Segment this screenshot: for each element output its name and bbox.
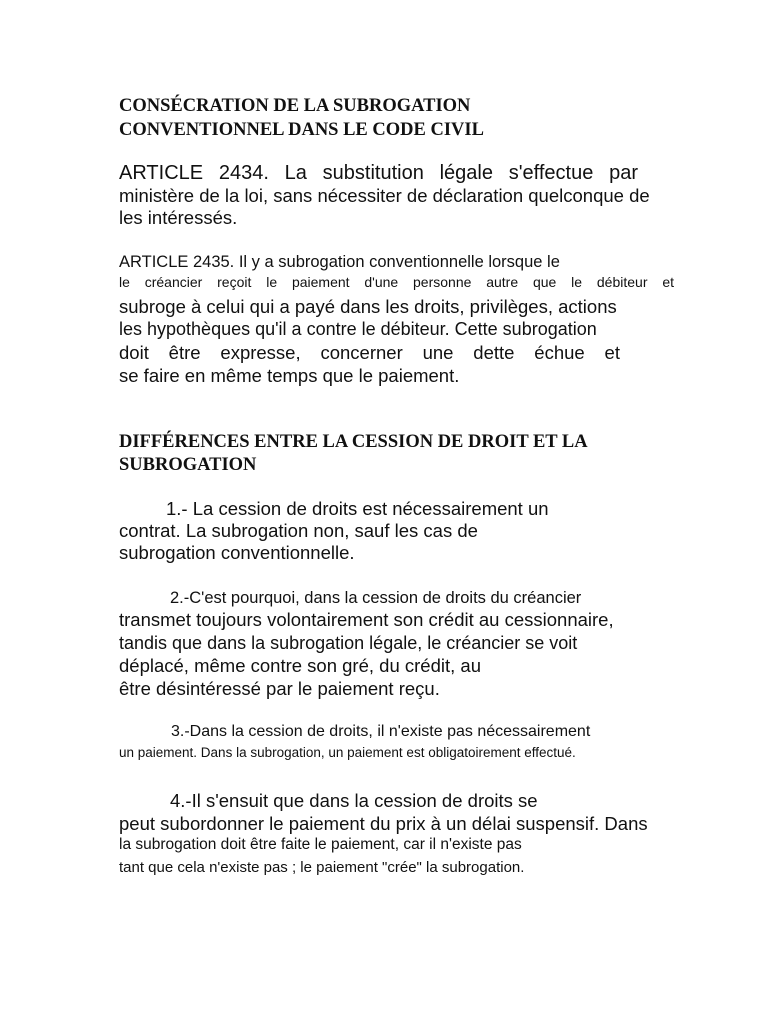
point-3-line: un paiement. Dans la subrogation, un paiement est obligatoirement effectué.	[119, 745, 576, 760]
article-2435-line: ARTICLE 2435. Il y a subrogation conventionnelle lorsque le	[119, 253, 560, 271]
point-2-line: être désintéressé par le paiement reçu.	[119, 678, 440, 699]
point-3-line: 3.-Dans la cession de droits, il n'existe pas nécessairement	[171, 723, 591, 740]
point-1-line: contrat. La subrogation non, sauf les cas de	[119, 520, 478, 541]
point-4-line: tant que cela n'existe pas ; le paiement "crée" la subrogation.	[119, 859, 525, 876]
article-2434-line: ministère de la loi, sans nécessiter de déclaration quelconque de	[119, 185, 650, 206]
point-4-line: peut subordonner le paiement du prix à un délai suspensif. Dans	[119, 813, 648, 834]
article-2434-line: ARTICLE 2434. La substitution légale s'effectue par	[119, 162, 638, 184]
heading-line: SUBROGATION	[119, 455, 257, 475]
point-2-line: 2.-C'est pourquoi, dans la cession de droits du créancier	[170, 589, 582, 607]
point-1-line: subrogation conventionnelle.	[119, 542, 355, 563]
point-1-line: 1.- La cession de droits est nécessairement un	[166, 498, 549, 519]
article-2435-line: le créancier reçoit le paiement d'une personne autre que le débiteur et	[119, 274, 674, 290]
article-2435-line: subroge à celui qui a payé dans les droits, privilèges, actions	[119, 296, 617, 317]
article-2434-line: les intéressés.	[119, 207, 238, 228]
point-2-line: déplacé, même contre son gré, du crédit, au	[119, 655, 481, 676]
point-2-line: tandis que dans la subrogation légale, le créancier se voit	[119, 633, 578, 653]
point-2-line: transmet toujours volontairement son crédit au cessionnaire,	[119, 609, 614, 630]
article-2435-line: doit être expresse, concerner une dette échue et	[119, 342, 620, 363]
point-4-line: 4.-Il s'ensuit que dans la cession de droits se	[170, 790, 538, 811]
article-2435-line: se faire en même temps que le paiement.	[119, 365, 460, 386]
article-2435-line: les hypothèques qu'il a contre le débiteur. Cette subrogation	[119, 319, 597, 339]
heading-line: CONSÉCRATION DE LA SUBROGATION	[119, 96, 471, 116]
heading-line: DIFFÉRENCES ENTRE LA CESSION DE DROIT ET LA	[119, 432, 588, 452]
heading-line: CONVENTIONNEL DANS LE CODE CIVIL	[119, 120, 484, 140]
point-4-line: la subrogation doit être faite le paiement, car il n'existe pas	[119, 836, 522, 853]
